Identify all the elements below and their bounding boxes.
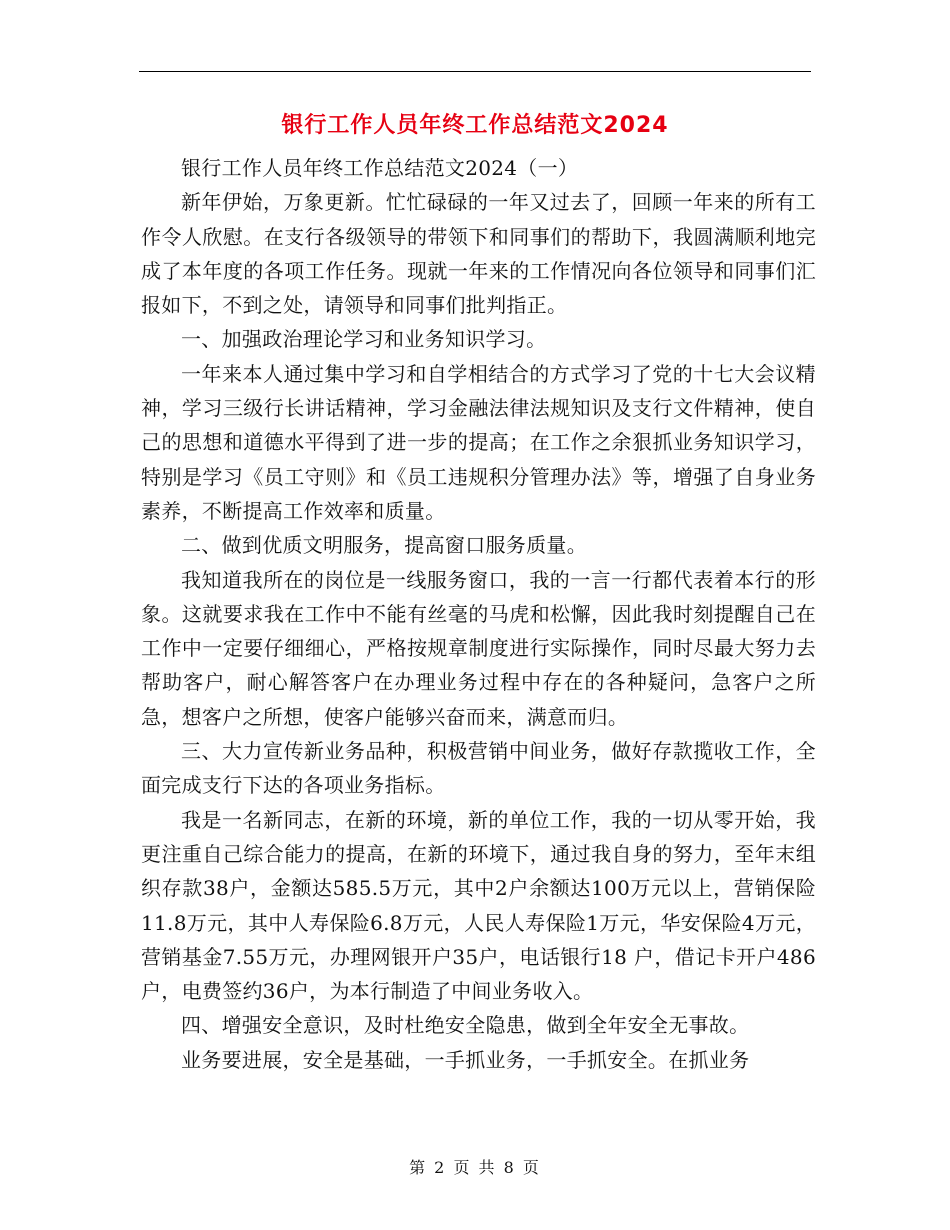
section-heading-4: 四、增强安全意识，及时杜绝安全隐患，做到全年安全无事故。 — [181, 1013, 750, 1038]
section-body-2: 我知道我所在的岗位是一线服务窗口，我的一言一行都代表着本行的形象。这就要求我在工作中不能有丝毫的马虎和松懈，因此我时刻提醒自己在工作中一定要仔细细心，严格按规章制度进行实际操作，同时尽最大努力去帮助客户，耐心解答客户在办理业务过程中存在的各种疑问，急客户之所急，想客户之所想，使客户能够兴奋而来，满意而归。 — [141, 567, 816, 729]
section-body-3: 我是一名新同志，在新的环境，新的单位工作，我的一切从零开始，我更注重自己综合能力的提高，在新的环境下，通过我自身的努力，至年末组织存款38户，金额达585.5万元，其中2户余额达100万元以上，营销保险11.8万元，其中人寿保险6.8万元，人民人寿保险1万元，华安保险4万元，营销基金7.55万元，办理网银开户35户，电话银行18 户，借记卡开户486户，电费签约36户，为本行制造了中间业务收入。 — [141, 807, 816, 1004]
header-rule — [139, 71, 811, 72]
document-title: 银行工作人员年终工作总结范文2024 — [281, 113, 669, 138]
document-body — [141, 151, 816, 1077]
subtitle-paragraph: 银行工作人员年终工作总结范文2024（一） — [181, 156, 579, 180]
section-body-1: 一年来本人通过集中学习和自学相结合的方式学习了党的十七大会议精神，学习三级行长讲话精神，学习金融法律法规知识及支行文件精神，使自己的思想和道德水平得到了进一步的提高；在工作之余狠抓业务知识学习，特别是学习《员工守则》和《员工违规积分管理办法》等，增强了自身业务素养，不断提高工作效率和质量。 — [141, 361, 816, 523]
intro-paragraph: 新年伊始，万象更新。忙忙碌碌的一年又过去了，回顾一年来的所有工作令人欣慰。在支行各级领导的带领下和同事们的帮助下，我圆满顺利地完成了本年度的各项工作任务。现就一年来的工作情况向各位领导和同事们汇报如下，不到之处，请领导和同事们批判指正。 — [141, 190, 816, 318]
page-indicator: 第 2 页 共 8 页 — [409, 1158, 541, 1177]
section-heading-1: 一、加强政治理论学习和业务知识学习。 — [181, 327, 547, 352]
section-body-4: 业务要进展，安全是基础，一手抓业务，一手抓安全。在抓业务 — [181, 1047, 750, 1072]
section-heading-3: 三、大力宣传新业务品种，积极营销中间业务，做好存款揽收工作，全面完成支行下达的各项业务指标。 — [141, 739, 816, 798]
section-heading-2: 二、做到优质文明服务，提高窗口服务质量。 — [181, 533, 587, 558]
